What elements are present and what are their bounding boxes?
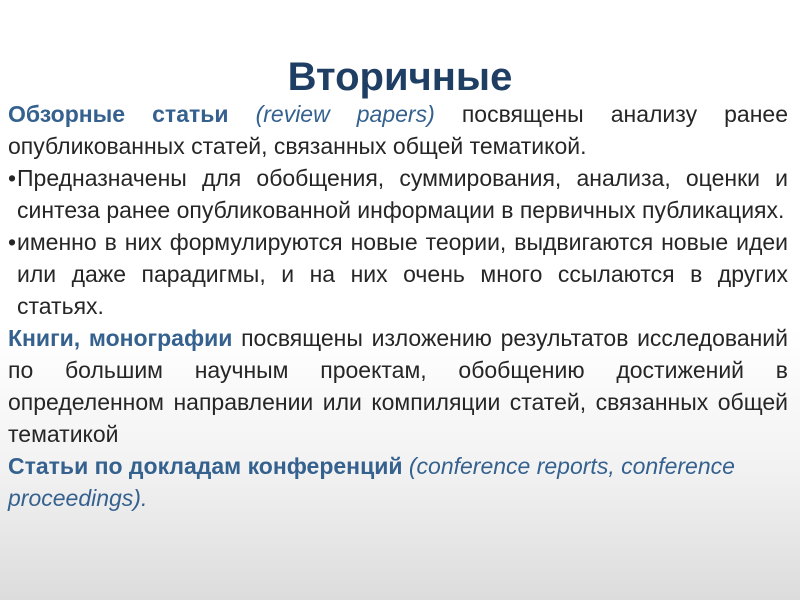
review-papers-english: review papers) bbox=[263, 101, 435, 127]
conference-paren: ( bbox=[402, 453, 417, 479]
bullet-dot-icon: • bbox=[8, 229, 17, 255]
conference-term: Статьи по докладам конференций bbox=[8, 453, 403, 479]
books-paragraph bbox=[8, 322, 788, 450]
conference-english: conference reports, conference proceedings). bbox=[8, 453, 735, 511]
bullet-theories-text: именно в них формулируются новые теории, выдвигаются новые идеи или даже парадигмы, и на них очень много ссылаются в других статьях. bbox=[17, 229, 788, 319]
books-text: посвящены изложению результатов исследований по большим научным проектам, обобщению достижений в определенном направлении или компиляции статей, связанных общей тематикой bbox=[8, 325, 789, 447]
review-papers-paren: ( bbox=[228, 101, 264, 127]
review-papers-paragraph bbox=[8, 98, 788, 162]
bullet-dot-icon: • bbox=[8, 165, 17, 191]
bullet-purpose bbox=[8, 162, 788, 226]
review-papers-text: посвящены анализу ранее опубликованных статей, связанных общей тематикой. bbox=[8, 101, 788, 159]
slide-content bbox=[8, 98, 788, 514]
review-papers-term: Обзорные статьи bbox=[8, 101, 229, 127]
conference-paragraph bbox=[8, 450, 788, 514]
books-term: Книги, монографии bbox=[8, 325, 233, 351]
bullet-purpose-text: Предназначены для обобщения, суммирования, анализа, оценки и синтеза ранее опубликованной информации в первичных публикациях. bbox=[17, 165, 788, 223]
slide-title: Вторичные bbox=[287, 55, 513, 99]
bullet-theories bbox=[8, 226, 788, 322]
